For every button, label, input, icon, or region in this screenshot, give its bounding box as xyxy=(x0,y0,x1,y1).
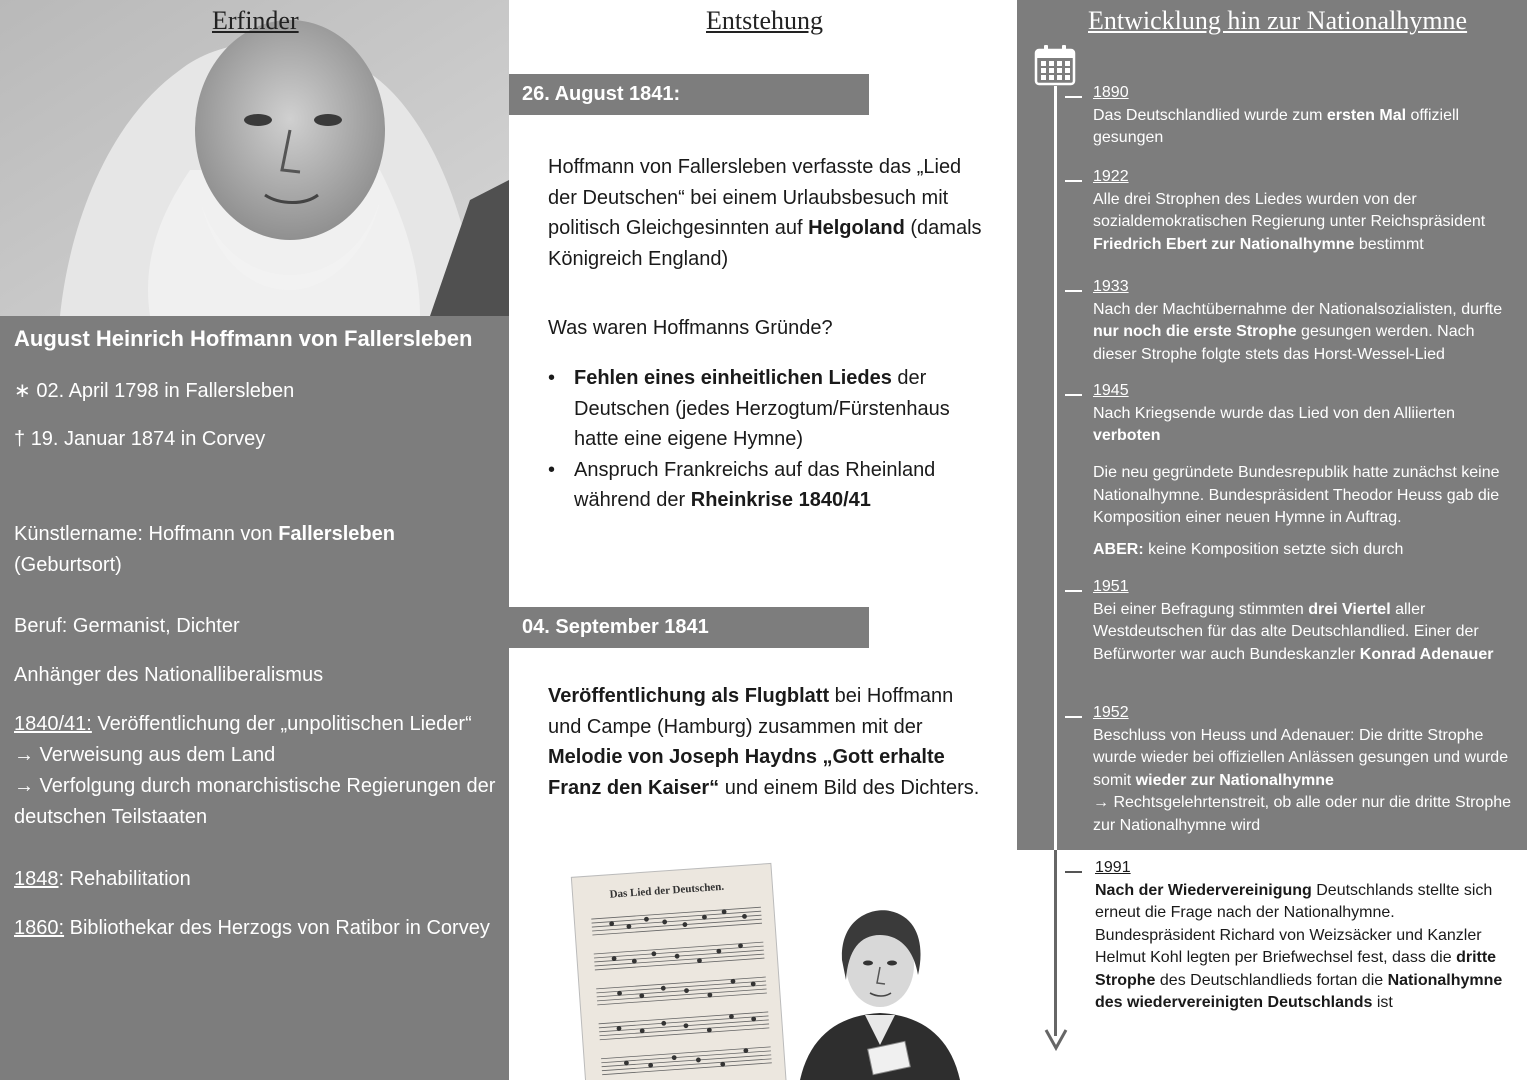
profession: Beruf: Germanist, Dichter xyxy=(14,615,240,637)
portrait-photo xyxy=(0,0,509,316)
artist-name: Künstlername: Hoffmann von Fallersleben (Geburtsort) xyxy=(14,523,395,576)
timeline-entry-1945: 1945 Nach Kriegsende wurde das Lied von den Alliierten verboten xyxy=(1093,382,1456,444)
publication-paragraph: Veröffentlichung als Flugblatt bei Hoffmann und Campe (Hamburg) zusammen mit der Melodie von Joseph Haydns „Gott erhalte Franz den Kaiser“ und einem Bild des Dichters. xyxy=(548,685,980,799)
sheet-music-image xyxy=(570,858,790,1080)
reasons-list xyxy=(548,363,968,516)
timeline-tick xyxy=(1065,394,1082,396)
erfinder-heading: Erfinder xyxy=(212,6,299,35)
birth-icon: ∗ xyxy=(14,380,31,402)
event-1848: 1848: Rehabilitation xyxy=(14,868,191,890)
event-1840: 1840/41: Veröffentlichung der „unpolitischen Lieder“ → Verweisung aus dem Land → Verfolgung durch monarchistische Regierungen der deutschen Teilstaaten xyxy=(14,713,496,828)
timeline-entry-1945-aber: ABER: keine Komposition setzte sich durch xyxy=(1093,541,1404,558)
origin-paragraph: Hoffmann von Fallersleben verfasste das „Lied der Deutschen“ bei einem Urlaubsbesuch mit politisch Gleichgesinnten auf Helgoland (damals Königreich England) xyxy=(548,156,982,270)
entwicklung-heading: Entwicklung hin zur Nationalhymne xyxy=(1088,6,1468,35)
timeline-entry-1890: 1890 Das Deutschlandlied wurde zum ersten Mal offiziell gesungen xyxy=(1093,84,1460,146)
timeline-tick xyxy=(1065,716,1082,718)
timeline-tick xyxy=(1065,96,1082,98)
reason-item: • Fehlen eines einheitlichen Liedes der Deutschen (jedes Herzogtum/Fürstenhaus hatte eine eigene Hymne) xyxy=(548,363,968,455)
calendar-icon xyxy=(1034,44,1076,86)
timeline-tick xyxy=(1065,180,1082,182)
inventor-name: August Heinrich Hoffmann von Fallersleben xyxy=(14,326,473,351)
timeline-line-upper xyxy=(1054,86,1057,850)
date-bar-1: 26. August 1841: xyxy=(509,74,869,115)
timeline-entry-1952: 1952 Beschluss von Heuss und Adenauer: Die dritte Strophe wurde wieder bei offiziellen Anlässen gesungen und wurde somit wieder zur Nationalhymne → Rechtsgelehrtenstreit, ob alle oder nur die dritte Strophe zur Nationalhymne wird xyxy=(1093,704,1512,834)
reason-item: • Anspruch Frankreichs auf das Rheinland während der Rheinkrise 1840/41 xyxy=(548,455,968,516)
timeline-entry-1933: 1933 Nach der Machtübernahme der Nationalsozialisten, durfte nur noch die erste Strophe gesungen werden. Nach dieser Strophe folgte stets das Horst-Wessel-Lied xyxy=(1093,278,1503,363)
portrait-area xyxy=(0,0,509,316)
death-line: † 19. Januar 1874 in Corvey xyxy=(14,428,266,450)
timeline-tick xyxy=(1065,871,1082,873)
date-bar-2: 04. September 1841 xyxy=(509,607,869,648)
birth-line: ∗ 02. April 1798 in Fallersleben xyxy=(14,380,295,402)
entstehung-heading: Entstehung xyxy=(706,6,823,35)
timeline-entry-1951: 1951 Bei einer Befragung stimmten drei Viertel aller Westdeutschen für das alte Deutschlandlied. Einer der Befürworter war auch Bundeskanzler Konrad Adenauer xyxy=(1093,578,1494,663)
timeline-tick xyxy=(1065,590,1082,592)
timeline-entry-1922: 1922 Alle drei Strophen des Liedes wurden von der sozialdemokratischen Regierung unter Reichspräsident Friedrich Ebert zur Nationalhymne bestimmt xyxy=(1093,168,1486,253)
timeline-tick xyxy=(1065,290,1082,292)
timeline-arrow-icon xyxy=(1044,1028,1068,1057)
reasons-question: Was waren Hoffmanns Gründe? xyxy=(548,317,833,339)
follower: Anhänger des Nationalliberalismus xyxy=(14,664,324,686)
event-1860: 1860: Bibliothekar des Herzogs von Ratibor in Corvey xyxy=(14,917,490,939)
timeline-entry-1945-note: Die neu gegründete Bundesrepublik hatte zunächst keine Nationalhymne. Bundespräsident Theodor Heuss gab die Komposition einer neuen Hymne in Auftrag. xyxy=(1093,464,1500,526)
sheet-title: Das Lied der Deutschen. xyxy=(609,880,725,901)
timeline-line-lower xyxy=(1054,850,1057,1036)
timeline-entry-1991: 1991 Nach der Wiedervereinigung Deutschlands stellte sich erneut die Frage nach der Nationalhymne. Bundespräsident Richard von Weizsäcker und Kanzler Helmut Kohl legten per Briefwechsel fest, dass die dritte Strophe des Deutschlandlieds fortan die Nationalhymne des wiedervereinigten Deutschlands ist xyxy=(1095,859,1503,1011)
poet-portrait-image xyxy=(790,905,970,1080)
cross-icon: † xyxy=(14,428,26,450)
